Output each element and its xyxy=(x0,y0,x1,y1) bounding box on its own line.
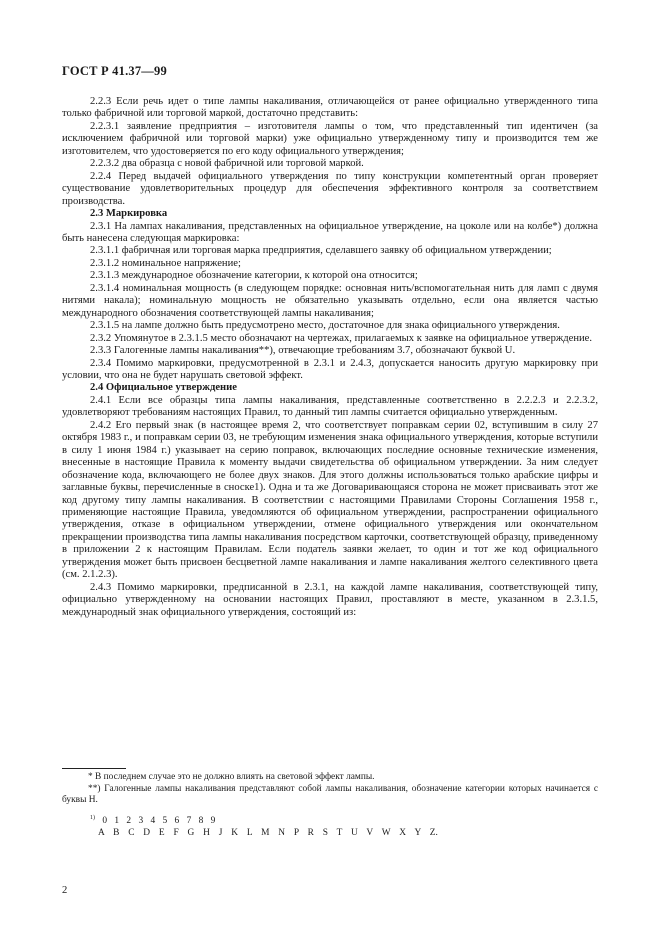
page-number: 2 xyxy=(62,885,68,896)
paragraph: 2.2.4 Перед выдачей официального утверждения по типу конструкции компетентный орган проверяет существование удовлетворительных процедур для обеспечения эффективного контроля за соответствием производства. xyxy=(62,170,598,207)
footnote-2: **) Галогенные лампы накаливания представляют собой лампы накаливания, обозначение категории которых начинается с буквы H. xyxy=(62,783,598,806)
footnote-divider xyxy=(62,768,126,769)
section-heading: 2.4 Официальное утверждение xyxy=(90,382,237,394)
paragraph: 2.2.3.2 два образца с новой фабричной или торговой маркой. xyxy=(90,158,364,170)
paragraph: 2.3.1.5 на лампе должно быть предусмотрено место, достаточное для знака официального утверждения. xyxy=(90,320,560,332)
section-heading: 2.3 Маркировка xyxy=(90,208,168,220)
letters-list: A B C D E F G H J K L M N P R S T U V W X Y Z. xyxy=(98,828,438,838)
paragraph: 2.3.3 Галогенные лампы накаливания**), отвечающие требованиям 3.7, обозначают буквой U. xyxy=(90,345,516,357)
digits-list: 0 1 2 3 4 5 6 7 8 9 xyxy=(102,816,216,826)
footnote-3-digits xyxy=(90,816,215,826)
body-text xyxy=(62,96,598,619)
paragraph: 2.3.1.3 международное обозначение категории, к которой она относится; xyxy=(90,270,418,282)
paragraph: 2.3.1.4 номинальная мощность (в следующем порядке: основная нить/вспомогательная нить для ламп с двумя нитями накала); номинальную мощность не обязательно указывать отдельно, если она является частью международного обозначения соответствующей лампы накаливания; xyxy=(62,282,598,319)
paragraph: 2.4.1 Если все образцы типа лампы накаливания, представленные соответственно в 2.2.2.3 и 2.2.3.2, удовлетворяют требованиям настоящих Правил, то данный тип лампы считается официально утвержденным. xyxy=(62,394,598,419)
paragraph: 2.3.2 Упомянутое в 2.3.1.5 место обозначают на чертежах, прилагаемых к заявке на официальное утверждение. xyxy=(90,332,593,344)
paragraph: 2.3.4 Помимо маркировки, предусмотренной в 2.3.1 и 2.4.3, допускается наносить другую маркировку при условии, что она не будет нарушать световой эффект. xyxy=(62,357,598,381)
footnote-3-marker: 1) xyxy=(90,814,95,821)
paragraph: 2.3.1.1 фабричная или торговая марка предприятия, сделавшего заявку об официальном утверждении; xyxy=(90,245,552,257)
paragraph: 2.3.1 На лампах накаливания, представленных на официальное утверждение, на цоколе или на колбе*) должна быть нанесена следующая маркировка: xyxy=(62,220,598,244)
document-header: ГОСТ Р 41.37—99 xyxy=(62,64,167,78)
footnotes xyxy=(62,772,598,807)
paragraph: 2.2.3.1 заявление предприятия – изготовителя лампы о том, что представленный тип идентичен (за исключением фабричной или торговой марки) уже официально утвержденному типу и производится тем же изготовителем, что удостоверяется по его коду официального утверждения; xyxy=(62,120,598,157)
paragraph: 2.4.2 Его первый знак (в настоящее время 2, что соответствует поправкам серии 02, вступившим в силу 27 октября 1983 г., и поправкам серии 03, не требующим изменения знака официального утверждения, которые вступили в силу 1 июня 1984 г.) указывает на серию поправок, включающих последние основные технические изменения, внесенные в настоящие Правила к моменту выдачи свидетельства об официальном утверждении. За ним следует обозначение кода, включающего не более двух знаков. Для этого должны использоваться только арабские цифры и заглавные буквы, перечисленные в сноске1). Одна и та же Договаривающаяся сторона не может присваивать этот же код другому типу лампы накаливания. В соответствии с настоящими Правилами Стороны Соглашения 1958 г., применяющие настоящие Правила, уведомляются об официальном утверждении, распространении официального утверждения, отказе в официальном утверждении, отмене официального утверждения или окончательном прекращении производства типа лампы накаливания посредством карточки, соответствующей образцу, приведенному в приложении 2 к настоящим Правилам. Если податель заявки желает, то один и тот же код официального утверждения может быть присвоен бесцветной лампе накаливания и лампе накаливания желтого селективного цвета (см. 2.1.2.3). xyxy=(62,419,598,581)
paragraph: 2.3.1.2 номинальное напряжение; xyxy=(90,257,241,269)
paragraph: 2.2.3 Если речь идет о типе лампы накаливания, отличающейся от ранее официально утвержденного типа только фабричной или торговой маркой, достаточно представить: xyxy=(62,96,598,120)
paragraph: 2.4.3 Помимо маркировки, предписанной в 2.3.1, на каждой лампе накаливания, соответствующей типу, официально утвержденному на основании настоящих Правил, проставляют в месте, указанном в 2.3.1.5, международный знак официального утверждения, состоящий из: xyxy=(62,581,598,618)
footnote-1: * В последнем случае это не должно влиять на световой эффект лампы. xyxy=(88,772,375,782)
